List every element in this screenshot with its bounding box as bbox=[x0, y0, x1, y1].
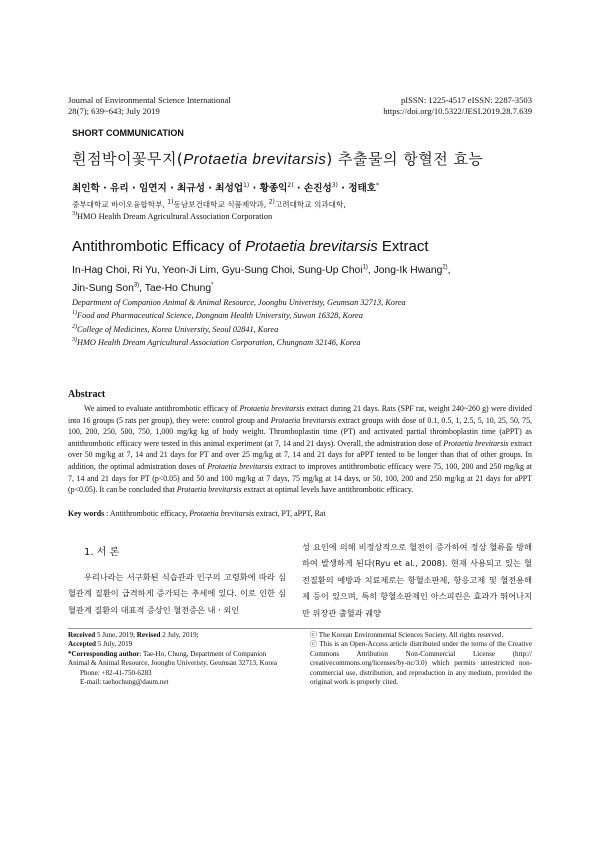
journal-volume: 28(7); 639~643; July 2019 bbox=[68, 106, 160, 116]
intro-left-column: 우리나라는 서구화된 식습관과 인구의 고령화에 따라 심혈관계 질환이 급격하게 증가되는 추세에 있다. 이로 인한 심혈관계 질환의 대표적 증상인 혈전증은 내ㆍ외인 bbox=[68, 572, 286, 615]
keywords-post: extract, PT, aPPT, Rat bbox=[254, 509, 326, 518]
license-text: ⓒ This is an Open-Access article distributed under the terms of the Creative Commons Attribution Non-Commercial License (http:// creativecommons.org/licenses/by-nc/3.0) which permits unrestricted non-commercial use, distribution, and reproduction in any medium, provided the original work is properly cited. bbox=[310, 640, 532, 687]
korean-aff-sup1: 1) bbox=[167, 198, 174, 206]
korean-aff-line1 bbox=[72, 199, 542, 211]
english-affiliations bbox=[72, 296, 542, 350]
authors-mid: , Jong-Ik Hwang bbox=[367, 265, 443, 276]
revised-label: Revised bbox=[136, 631, 161, 639]
korean-author-sup: 1) bbox=[243, 181, 250, 189]
accepted-label: Accepted bbox=[68, 640, 96, 649]
abstract-body bbox=[68, 403, 532, 496]
english-authors-line1: In-Hag Choi, Ri Yu, Yeon-Ji Lim, Gyu-Sung Choi, Sung-Up Choi$^{1)}$, Jong-Ik Hwang$^{2)}$, bbox=[72, 264, 451, 276]
keywords bbox=[68, 508, 532, 519]
abstract-p5: extract to improves antithrombotic efficacy were 75, 100, 200 and 250 mg/kg at 7, 14 and 21 days for PT (p<0.05) and 50 and 100 mg/kg at 7 days, 75 mg/kg at 14 days, or 50, 100, 200 and 250 mg/kg at 21 days for aPPT (p<0.05). It can be concluded that bbox=[68, 461, 532, 495]
korean-aff-c: 고려대학교 의과대학, bbox=[274, 200, 346, 209]
english-affiliation bbox=[72, 296, 542, 309]
journal-header-right bbox=[383, 95, 532, 117]
english-title-pre: Antithrombotic Efficacy of bbox=[72, 238, 246, 255]
abstract-species-1: Protaetia brevitarsis bbox=[239, 404, 305, 413]
english-affiliation bbox=[72, 323, 542, 336]
english-title-post: Extract bbox=[377, 238, 429, 255]
authors-line2b: , Tae-Ho Chung bbox=[139, 283, 212, 294]
korean-aff-sup3: 3) bbox=[72, 211, 77, 218]
keywords-pre: : Antithrombotic efficacy, bbox=[104, 509, 190, 518]
abstract-p6: extract at optimal levels have antithrombotic efficacy. bbox=[241, 485, 414, 495]
abstract-p1: We aimed to evaluate antithrombotic efficacy of bbox=[84, 404, 240, 413]
email-link[interactable]: E-mail: taehochung@daum.net bbox=[80, 678, 169, 687]
affiliation-text: College of Medicines, Korea University, Seoul 02841, Korea bbox=[77, 324, 279, 334]
korean-title-post: ) 추출물의 항혈전 효능 bbox=[326, 150, 484, 168]
korean-affiliations bbox=[72, 199, 542, 223]
korean-author: 임연지 bbox=[139, 183, 167, 194]
dates-line2 bbox=[68, 640, 286, 649]
korean-author-sup: 2) bbox=[287, 181, 294, 189]
accepted-date: 5 July, 2019 bbox=[95, 640, 133, 649]
affiliation-text: HMO Health Dream Agricultural Association Corporation, Chungnam 32146, Korea bbox=[77, 338, 361, 348]
korean-author: 최규성 bbox=[177, 183, 205, 194]
korean-authors: 최인학 · 유리 · 임연지 · 최규성 · 최성업$^{1)}$ · 황종익$^{2)}$ · 손진성$^{3)}$ · 정태호* bbox=[72, 181, 380, 194]
korean-author: 손진성 bbox=[303, 183, 332, 194]
authors-sup1: 1) bbox=[362, 264, 368, 271]
korean-author: 황종익 bbox=[259, 183, 288, 194]
english-affiliation bbox=[72, 309, 542, 322]
english-title bbox=[72, 238, 429, 255]
korean-author-sup: 3) bbox=[331, 181, 338, 189]
abstract-p3: extract groups with dose of 0.1, 0.5, 1, 2.5, 5, 10, 25, 50, 75, 100, 200, 250, 500, 750, 1,000 mg/kg kg of body weight. Thromboplastin time (PT) and activated partial thromboplastin time (aPPT) as antithrombotic efficacy were tested in this animal experiment (at 7, 14 and 21 days). Overall, the admistration dose of bbox=[68, 415, 532, 448]
authors-sup2: 2) bbox=[442, 264, 448, 271]
english-title-species: Protaetia brevitarsis bbox=[245, 238, 378, 255]
revised-date: 2 July, 2019; bbox=[160, 631, 199, 639]
footnote-left bbox=[68, 631, 286, 687]
keywords-label: Key words bbox=[68, 509, 105, 518]
footnote-divider bbox=[68, 628, 532, 629]
abstract-species-4: Protaetia brevitarsis bbox=[207, 461, 273, 471]
korean-author: 정태호 bbox=[348, 183, 377, 194]
korean-aff-b: 동남보건대학교 식품제약과, bbox=[173, 200, 269, 209]
copyright: ⓒ The Korean Environmental Sciences Society. All rights reserved. bbox=[310, 631, 504, 639]
abstract-p4: extract over 50 mg/kg at 7, 14 and 21 days for PT and over 25 mg/kg at 7, 14 and 21 days for aPPT tented to be longer than that of other groups. In addition, the optimal admistration doses of bbox=[68, 438, 532, 471]
english-affiliation bbox=[72, 336, 542, 349]
korean-author: 최성업 bbox=[215, 183, 244, 194]
keywords-species: Protaetia brevitarsis bbox=[189, 509, 255, 518]
korean-title-species: Protaetia brevitarsis bbox=[183, 151, 327, 168]
korean-aff-line2 bbox=[72, 211, 542, 223]
abstract-species-3: Protaetia brevitarsis bbox=[443, 438, 509, 448]
intro-right-column: 성 요인에 의해 비정상적으로 혈전이 증가하여 정상 혈류를 방해하여 발생하게 된다(Ryu et al., 2008). 현재 사용되고 있는 혈전질환의 예방과 치료제로는 항혈소판제, 항응고제 및 혈전용해제 등이 있으며, 특히 항혈소판제인 아스피린은 효과가 뛰어나지만 위장관 출혈과 궤양 bbox=[302, 542, 532, 618]
abstract-p2: extract during 21 days. Rats (SPF rat, weight 240~260 g) were divided into 16 groups (5 rats per group), they were: control group and bbox=[68, 404, 532, 425]
corresponding-author bbox=[68, 650, 286, 669]
article-type: SHORT COMMUNICATION bbox=[72, 128, 184, 138]
authors-sup3: 3) bbox=[133, 282, 140, 289]
affiliation-sup: 1) bbox=[72, 310, 77, 317]
corr-label: *Corresponding author bbox=[68, 649, 140, 658]
journal-header-left bbox=[68, 95, 231, 117]
abstract-species-5: Protaetia brevitarsis bbox=[176, 485, 242, 495]
affiliation-text: Department of Companion Animal & Animal Resource, Joongbu Univeristy, Geumsan 32713, Korea bbox=[72, 298, 406, 307]
korean-aff-a: 중부대학교 바이오융합학부, bbox=[72, 200, 168, 209]
korean-aff-hmo: HMO Health Dream Agricultural Association Corporation bbox=[77, 212, 273, 221]
korean-title bbox=[72, 148, 483, 169]
korean-author: 유리 bbox=[110, 183, 129, 194]
affiliation-sup: 3) bbox=[72, 337, 77, 344]
corr-text: : Tae-Ho, Chung, Department of Companion Animal & Animal Resource, Joongbu Univeristy, Geumsan 32713, Korea bbox=[68, 649, 277, 668]
authors-line2a: Jin-Sung Son bbox=[72, 283, 134, 294]
received-label: Received bbox=[68, 631, 96, 639]
abstract-species-2: Protaetia brevitarsis bbox=[270, 415, 336, 425]
footnote-right bbox=[310, 631, 532, 687]
affiliation-sup: 2) bbox=[72, 324, 77, 331]
korean-author: 최인학 bbox=[72, 183, 100, 194]
received-date: 5 June, 2019; bbox=[95, 631, 137, 639]
korean-aff-sup2: 2) bbox=[268, 198, 275, 206]
dates-line1 bbox=[68, 631, 286, 640]
intro-heading: 1. 서 론 bbox=[84, 547, 120, 558]
affiliation-text: Food and Pharmaceutical Science, Dongnam Health University, Suwon 16328, Korea bbox=[77, 311, 363, 321]
abstract-heading: Abstract bbox=[68, 389, 106, 400]
korean-title-pre: 흰점박이꽃무지( bbox=[72, 150, 184, 168]
english-authors bbox=[72, 262, 542, 298]
authors-sup4: * bbox=[211, 282, 214, 289]
issn: pISSN: 1225-4517 eISSN: 2287-3503 bbox=[400, 95, 532, 105]
phone: Phone: +82-41-750-6283 bbox=[80, 668, 152, 677]
authors-line1: In-Hag Choi, Ri Yu, Yeon-Ji Lim, Gyu-Sung Choi, Sung-Up Choi bbox=[72, 265, 363, 276]
korean-author-sup: * bbox=[376, 181, 380, 189]
doi-link[interactable]: https://doi.org/10.5322/JESI.2019.28.7.639 bbox=[383, 106, 532, 116]
journal-name: Journal of Environmental Science International bbox=[68, 95, 231, 105]
